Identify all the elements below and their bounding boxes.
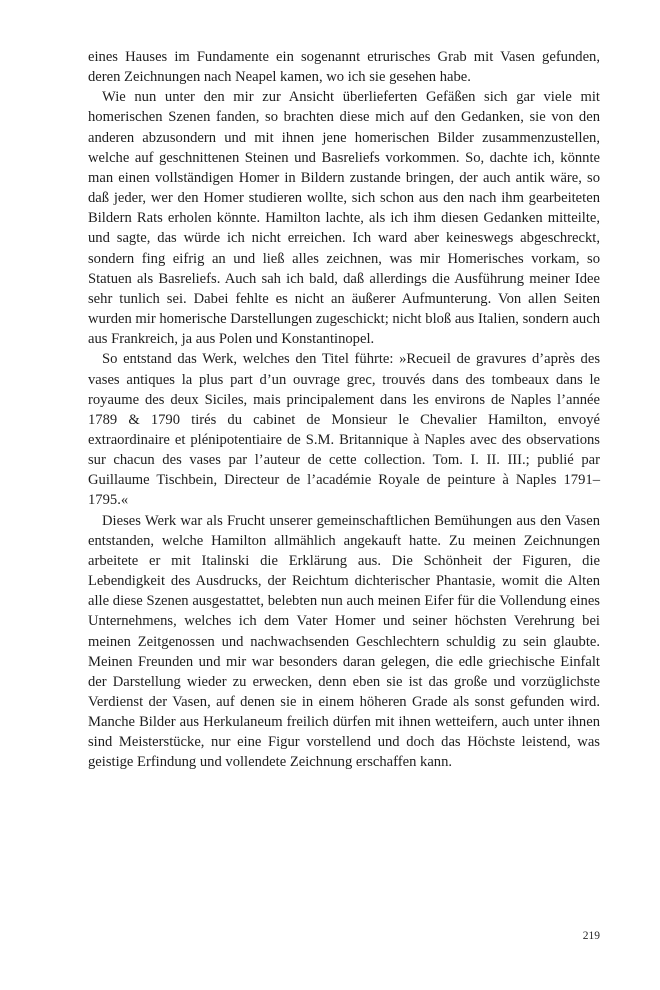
paragraph-vases-work: Dieses Werk war als Frucht unserer gemeinschaftlichen Bemühungen aus den Vasen entstanden, welche Hamilton allmählich angekauft hatte. Zu meinen Zeichnungen arbeitete er mit Italinski die Erklärung aus. Die Schönheit der Figuren, die Lebendigkeit des Ausdrucks, der Reichtum dichterischer Phantasie, womit die Alten alle diese Szenen ausgestattet, belebten nun auch meinen Eifer für die Vollendung eines Unternehmens, welches ich dem Vater Homer und seiner höchsten Verehrung bei meinen Zeitgenossen und nachwachsenden Geschlechtern schuldig zu sein glaubte. Meinen Freunden und mir war besonders daran gelegen, die edle griechische Einfalt der Darstellung wieder zu erwecken, denn eben sie ist das große und vorzüglichste Verdienst der Vasen, auf denen sie in einem höheren Grade als sonst gefunden wird. Manche Bilder aus Herkulaneum freilich dürfen mit ihnen wetteifern, auch unter ihnen sind Meisterstücke, nur eine Figur vorstellend und doch das Höchste leistend, was geistige Erfindung und vollendete Zeichnung erschaffen kann. <box>88 512 600 771</box>
page-number: 219 <box>582 930 600 942</box>
paragraph-recueil-title: So entstand das Werk, welches den Titel führte: »Recueil de gravures d’après des vases antiques la plus part d’un ouvrage grec, trouvés dans des tombeaux dans le royaume des deux Siciles, mais principalement dans les environs de Naples l’année 1789 & 1790 tirés du cabinet de Monsieur le Chevalier Hamilton, envoyé extraordinaire et plénipotentiaire de S.M. Britannique à Naples avec des observations sur chacun des vases par l’auteur de cette collection. Tom. I. II. III.; publié par Guillaume Tischbein, Directeur de l’académie Royale de peinture à Naples 1791–1795.« <box>88 351 600 509</box>
paragraph-homer-idea: Wie nun unter den mir zur Ansicht überlieferten Gefäßen sich gar viele mit homerischen Szenen fanden, so brachten diese mich auf den Gedanken, sie von den anderen abzusondern und mit ihnen jene homerischen Bilder zusammenzustellen, welche auf geschnittenen Steinen und Basreliefs vorkommen. So, dachte ich, könnte man einen vollständigen Homer in Bildern zustande bringen, der auch antik wäre, so daß jeder, wer den Homer studieren wollte, sich schon aus den nach ihm gearbeiteten Bildern Rats erholen könnte. Hamilton lachte, als ich ihm diesen Gedanken mitteilte, und sagte, das würde ich nicht erreichen. Ich ward aber keineswegs abgeschreckt, sondern fing eifrig an und ließ alles zeichnen, was mir Homerisches vorkam, so Statuen als Basreliefs. Auch sah ich bald, daß allerdings die Ausführung meiner Idee sehr tunlich sei. Dabei fehlte es nicht an äußerer Aufmunterung. Von allen Seiten wurden mir homerische Darstellungen zugeschickt; nicht bloß aus Italien, sondern auch aus Frankreich, ja aus Polen und Konstantinopel. <box>88 89 600 348</box>
page-body <box>88 47 600 773</box>
paragraph-continuation: eines Hauses im Fundamente ein sogenannt etrurisches Grab mit Vasen gefunden, deren Zeichnungen nach Neapel kamen, wo ich sie gesehen habe. <box>88 49 600 86</box>
